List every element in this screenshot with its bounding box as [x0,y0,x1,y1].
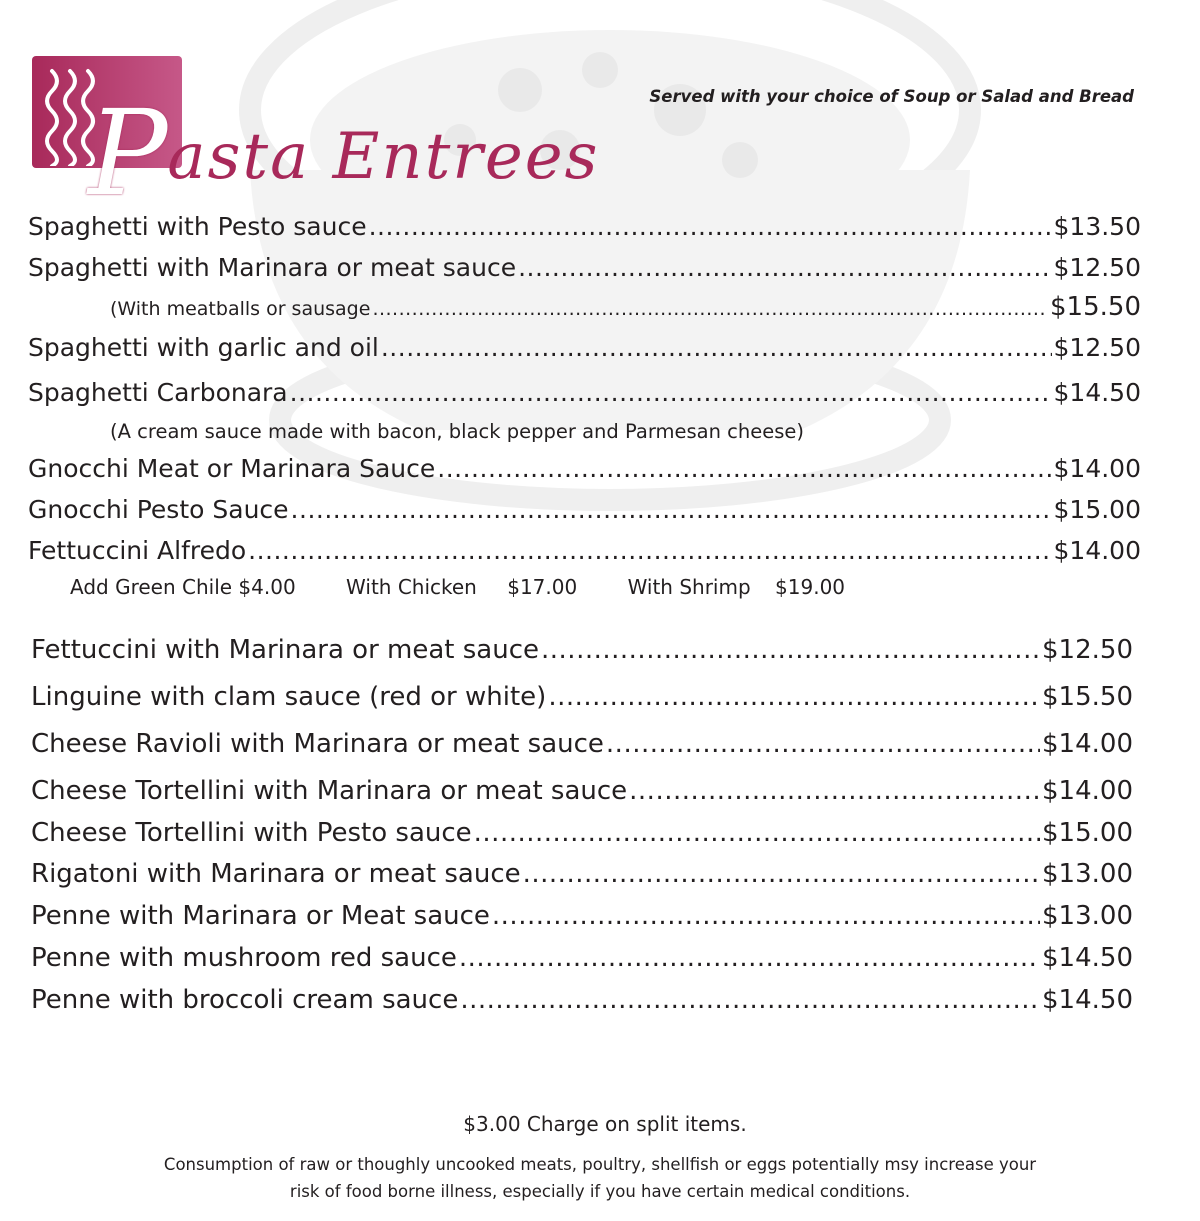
dot-leader [291,495,1052,524]
dot-leader [548,682,1040,712]
dot-leader [369,212,1052,241]
split-charge-note: $3.00 Charge on split items. [463,1112,747,1136]
menu-item [31,682,1133,712]
item-price: $13.50 [1053,212,1141,241]
item-name: Cheese Ravioli with Marinara or meat sauce [31,729,604,759]
item-price: $15.50 [1042,682,1133,712]
item-price: $14.50 [1042,985,1133,1015]
dot-leader [437,454,1051,483]
dot-leader [492,901,1040,931]
dot-leader [248,536,1051,565]
menu-item [28,454,1141,483]
item-price: $14.50 [1053,378,1141,407]
menu-item [31,943,1133,973]
menu-item [28,333,1141,362]
item-price: $15.50 [1050,292,1141,322]
menu-item [31,776,1133,806]
item-price: $15.00 [1042,818,1133,848]
dot-leader [290,378,1052,407]
title-rest: asta Entrees [167,120,600,194]
menu-item [28,378,1141,407]
item-name: Fettuccini Alfredo [28,536,247,565]
addon-chicken-label: With Chicken [346,575,477,599]
tagline: Served with your choice of Soup or Salad and Bread [649,87,1134,106]
addon-shrimp-label: With Shrimp [627,575,751,599]
menu-item [28,212,1141,241]
item-price: $13.00 [1042,859,1133,889]
health-warning-line-1: Consumption of raw or thoughly uncooked meats, poultry, shellfish or eggs potentially msy increase your [163,1155,1037,1174]
item-name: Cheese Tortellini with Marinara or meat sauce [31,776,628,806]
item-name: Cheese Tortellini with Pesto sauce [31,818,472,848]
alfredo-addons [70,575,845,599]
menu-item [31,818,1133,848]
item-name: Penne with mushroom red sauce [31,943,457,973]
item-name: Spaghetti with Marinara or meat sauce [28,253,517,282]
item-price: $15.00 [1053,495,1141,524]
item-price: $14.00 [1053,454,1141,483]
dot-leader [518,253,1051,282]
menu-item [31,729,1133,759]
item-name: Gnocchi Meat or Marinara Sauce [28,454,436,483]
item-name: Gnocchi Pesto Sauce [28,495,289,524]
menu-item [31,901,1133,931]
item-price: $12.50 [1042,635,1133,665]
item-price: $12.50 [1053,253,1141,282]
carbonara-description: (A cream sauce made with bacon, black pepper and Parmesan cheese) [110,420,804,443]
menu-item [28,253,1141,282]
menu-item [31,985,1133,1015]
menu-item [28,536,1141,565]
addon-shrimp-price: $19.00 [775,575,846,599]
dot-leader [606,729,1040,759]
dot-leader [629,776,1040,806]
title-initial: P [88,84,170,222]
menu-item [28,495,1141,524]
dot-leader [541,635,1040,665]
menu-item [31,859,1133,889]
dot-leader [459,943,1040,973]
health-warning-line-2: risk of food borne illness, especially if you have certain medical conditions. [289,1182,911,1201]
dot-leader [460,985,1040,1015]
item-name: Linguine with clam sauce (red or white) [31,682,547,712]
menu-item-variant [110,292,1141,322]
addon-chicken-price: $17.00 [507,575,578,599]
dot-leader [523,859,1040,889]
dot-leader [372,298,1048,320]
item-price: $14.50 [1042,943,1133,973]
item-price: $14.00 [1042,729,1133,759]
item-name: Penne with broccoli cream sauce [31,985,459,1015]
item-price: $14.00 [1053,536,1141,565]
item-price: $12.50 [1053,333,1141,362]
item-name: Spaghetti with garlic and oil [28,333,379,362]
addon-green-chile: Add Green Chile $4.00 [70,575,296,599]
item-name: Penne with Marinara or Meat sauce [31,901,490,931]
dot-leader [474,818,1040,848]
pasta-entrees-logo [28,48,600,222]
item-price: $14.00 [1042,776,1133,806]
page-title [88,68,600,222]
menu-item [31,635,1133,665]
item-name: Spaghetti with Pesto sauce [28,212,367,241]
dot-leader [381,333,1052,362]
item-name: Spaghetti Carbonara [28,378,288,407]
item-name: (With meatballs or sausage [110,298,371,320]
item-name: Fettuccini with Marinara or meat sauce [31,635,540,665]
item-price: $13.00 [1042,901,1133,931]
item-name: Rigatoni with Marinara or meat sauce [31,859,521,889]
